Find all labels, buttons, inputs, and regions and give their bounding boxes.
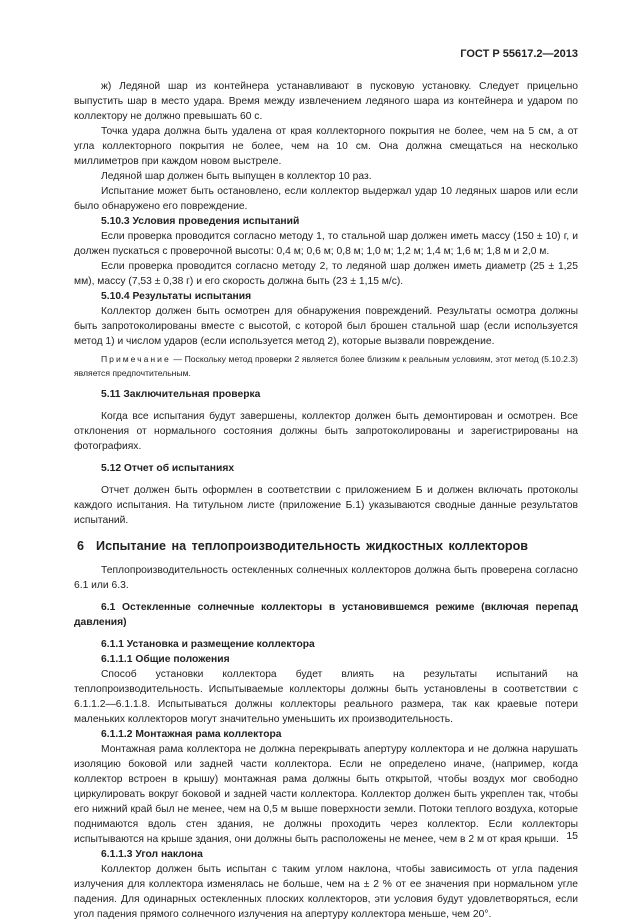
paragraph-report: Отчет должен быть оформлен в соответствии с приложением Б и должен включать протоколы каждого испытания. На титульном листе (приложение Б.1) указываются сводные данные результатов испытаний. — [74, 485, 578, 526]
heading-5-10-4: 5.10.4 Результаты испытания — [101, 291, 252, 302]
heading-5-10-3: 5.10.3 Условия проведения испытаний — [101, 216, 300, 227]
paragraph-mounting-frame: Монтажная рама коллектора не должна перекрывать апертуру коллектора и не должна нарушать изоляцию боковой или задней части коллектора. Если не определено иначе, (например, когда коллектор встроен в крышу) монтажная рама должны быть открытой, чтобы воздух мог свободно циркулировать вокруг боковой и задней части коллектора. Коллектор должен быть укреплен так, чтобы его нижний край был не менее, чем на 0,5 м выше поверхности земли. Потоки теплого воздуха, которые поднимаются вдоль стен здания, не должны проходить через коллектор. Если коллекторы испытываются на крыше здания, они должны быть расположены не менее, чем в 2 м от края крыши. — [74, 744, 578, 845]
heading-6-1: 6.1 Остекленные солнечные коллекторы в установившемся режиме (включая перепад давления) — [74, 602, 578, 628]
paragraph-final-check: Когда все испытания будут завершены, коллектор должен быть демонтирован и осмотрен. Все отклонения от нормального состояния должны быть запротоколированы и зарегистрированы на фотографиях. — [74, 411, 578, 452]
heading-6-1-1-3: 6.1.1.3 Угол наклона — [101, 849, 203, 860]
section-6-title: Испытание на теплопроизводительность жидкостных коллекторов — [96, 539, 529, 553]
paragraph-test-stop: Испытание может быть остановлено, если коллектор выдержал удар 10 ледяных шаров или если было обнаружено его повреждение. — [74, 186, 578, 212]
paragraph-ten-shots: Ледяной шар должен быть выпущен в коллектор 10 раз. — [101, 171, 372, 182]
page-content — [74, 79, 578, 922]
paragraph-general: Способ установки коллектора будет влиять на результаты испытаний на теплопроизводительность. Испытываемые коллекторы должны быть установлены в соответствии с 6.1.1.2—6.1.1.8. Испытываться должны коллекторы реального размера, так как краевые потери маленьких коллекторов могут значительно уменьшить их производительность. — [74, 669, 578, 725]
paragraph-tilt-angle: Коллектор должен быть испытан с таким углом наклона, чтобы зависимость от угла падения излучения для коллектора изменялась не больше, чем на ± 2 % от ее значения при нормальном угле падения. Для одинарных остекленных плоских коллекторов, эти условия будут удовлетворяться, если угол падения прямого солнечного излучения на апертуру коллектора меньше, чем 20°. — [74, 864, 578, 920]
paragraph-item-zh: ж) Ледяной шар из контейнера устанавливают в пусковую установку. Следует прицельно выпустить шар в место удара. Время между извлечением ледяного шара из контейнера и ударом по коллектору не должно превышать 60 с. — [74, 81, 578, 122]
document-id: ГОСТ Р 55617.2—2013 — [460, 48, 578, 60]
paragraph-method-1: Если проверка проводится согласно методу 1, то стальной шар должен иметь массу (150 ± 10) г, и должен пускаться с проверочной высоты: 0,4 м; 0,6 м; 0,8 м; 1,0 м; 1,2 м; 1,4 м; 1,6 м; 1,8 м и 2,0 м. — [74, 231, 578, 257]
section-6-heading — [74, 539, 578, 554]
section-6-number: 6 — [77, 539, 85, 553]
heading-6-1-1-2: 6.1.1.2 Монтажная рама коллектора — [101, 729, 282, 740]
note-text: — Поскольку метод проверки 2 является более близким к реальным условиям, этот метод (5.10.2.3) является предпочтительным. — [74, 354, 578, 378]
heading-5-11: 5.11 Заключительная проверка — [101, 389, 261, 400]
paragraph-thermal-performance: Теплопроизводительность остекленных солнечных коллекторов должна быть проверена согласно 6.1 или 6.3. — [74, 565, 578, 591]
heading-6-1-1: 6.1.1 Установка и размещение коллектора — [101, 639, 315, 650]
heading-6-1-1-1: 6.1.1.1 Общие положения — [101, 654, 230, 665]
note — [74, 352, 578, 380]
paragraph-results: Коллектор должен быть осмотрен для обнаружения повреждений. Результаты осмотра должны быть запротоколированы вместе с высотой, с которой был брошен стальной шар (если используется метод 1) и числом ударов (если используется метод 2), которые вызвали повреждение. — [74, 306, 578, 347]
note-label: Примечание — [101, 354, 171, 364]
page-number: 15 — [566, 830, 578, 842]
heading-5-12: 5.12 Отчет об испытаниях — [101, 463, 235, 474]
paragraph-impact-point: Точка удара должна быть удалена от края коллекторного покрытия не более, чем на 5 см, а от угла коллекторного покрытия не более, чем на 10 см. Она должна смещаться на несколько миллиметров при каждом новом выстреле. — [74, 126, 578, 167]
paragraph-method-2: Если проверка проводится согласно методу 2, то ледяной шар должен иметь диаметр (25 ± 1,25 мм), массу (7,53 ± 0,38 г) и его скорость должна быть (23 ± 1,15 м/с). — [74, 261, 578, 287]
